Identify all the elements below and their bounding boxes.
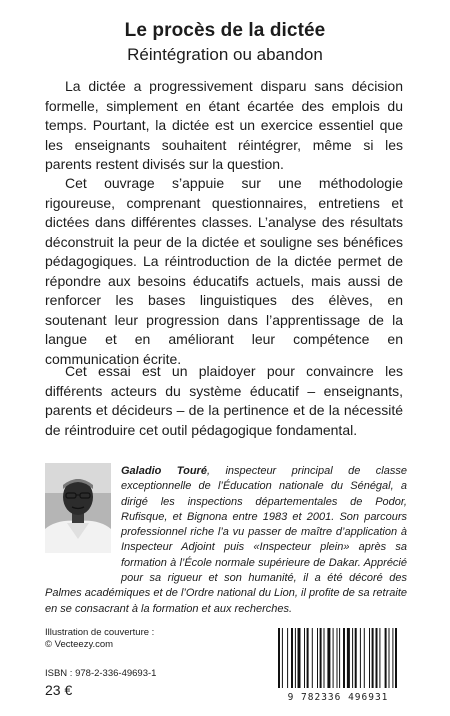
- barcode: [268, 628, 408, 702]
- book-title: Le procès de la dictée: [124, 20, 326, 41]
- summary-paragraph-1: La dictée a progressivement disparu sans décision formelle, simplement en étant écartée des emplois du temps. Pourtant, la dictée est un exercice essentiel que les enseignants souhaitent réintégrer, même si les parents restent divisés sur la question.: [45, 78, 403, 172]
- credits-line-1: Illustration de couverture :: [45, 627, 155, 638]
- book-subtitle: Réintégration ou abandon: [127, 45, 323, 64]
- isbn: ISBN : 978-2-336-49693-1: [45, 668, 157, 679]
- author-bio: [45, 464, 407, 617]
- summary-paragraph-2: Cet ouvrage s’appuie sur une méthodologie rigoureuse, comprenant questionnaires, entretiens et dictées dans différentes classes. L’analyse des résultats déconstruit la peur de la dictée et souligne ses bénéfices pédagogiques. La réintroduction de la dictée permet de répondre aux besoins éducatifs actuels, mais aussi de renforcer les bases linguistiques des élèves, en soutenant leur progression dans l’apprentissage de la langue et en améliorant leur compétence en communication écrite.: [45, 175, 403, 367]
- barcode-digits: 9 782336 496931: [268, 692, 408, 703]
- cover-credits: [45, 627, 154, 651]
- summary-paragraph-3: Cet essai est un plaidoyer pour convaincre les différents acteurs du système éducatif – enseignants, parents et décideurs – de la pertinence et de la nécessité de réintroduire cet outil pédagogique fondamental.: [45, 363, 403, 438]
- credits-line-2: © Vecteezy.com: [45, 639, 114, 650]
- author-bio-text: , inspecteur principal de classe exceptionnelle de l’Éducation nationale du Sénégal, a dirigé les inspections départementales de Podor, Rufisque, et Bignona entre 1983 et 2001. Son parcours professionnel riche l’a vu passer de maître d’application à Inspecteur Adjoint puis «Inspecteur plein» après sa formation à l’École normale supérieure de Dakar. Apprécié pour sa rigueur et son humanité, il a été décoré des Palmes académiques et de l’Ordre national du Lion, il profite de sa retraite en se consacrant à la formation et aux recherches.: [45, 465, 407, 615]
- price: 23 €: [45, 682, 73, 698]
- author-name: Galadio Touré: [121, 465, 207, 477]
